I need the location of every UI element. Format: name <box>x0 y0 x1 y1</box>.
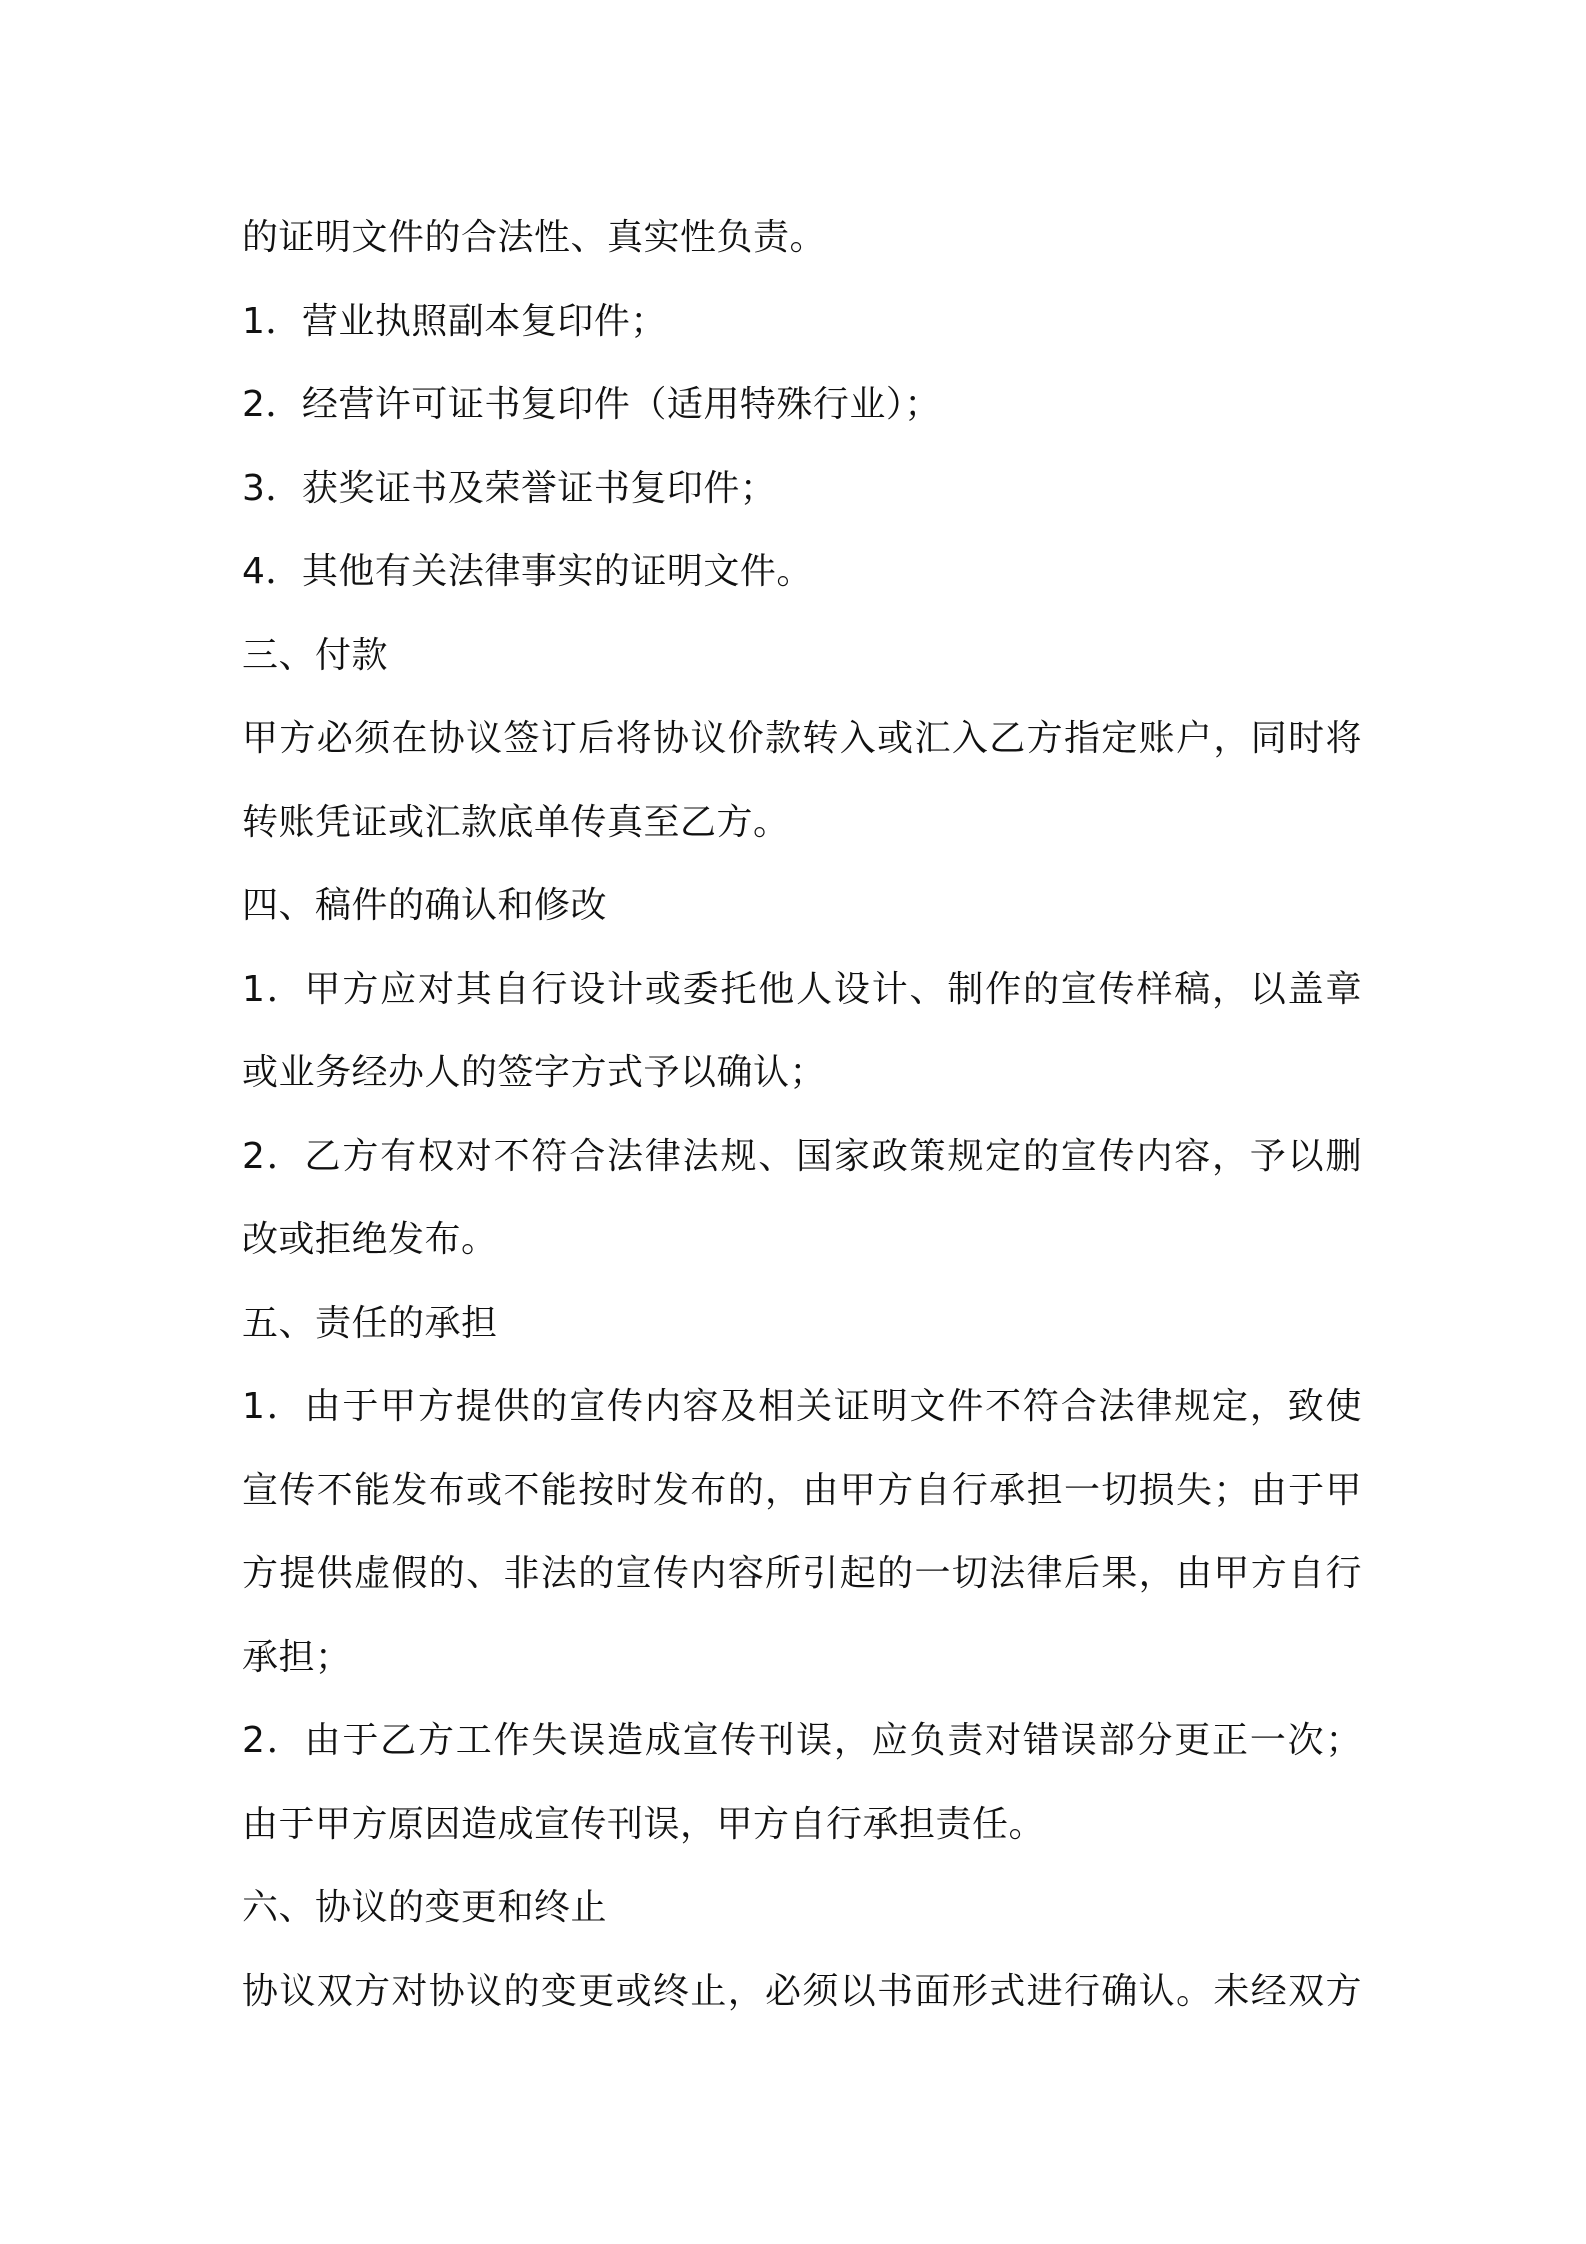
document-line: 宣传不能发布或不能按时发布的，由甲方自行承担一切损失；由于甲 <box>242 1469 1362 1511</box>
document-line: 五、责任的承担 <box>242 1302 498 1344</box>
document-line: 转账凭证或汇款底单传真至乙方。 <box>242 801 790 843</box>
document-line: 1．甲方应对其自行设计或委托他人设计、制作的宣传样稿，以盖章 <box>242 968 1362 1010</box>
document-line: 2．经营许可证书复印件（适用特殊行业）； <box>242 384 941 425</box>
document-line: 2．由于乙方工作失误造成宣传刊误，应负责对错误部分更正一次； <box>242 1720 1362 1761</box>
document-line: 的证明文件的合法性、真实性负责。 <box>242 217 827 258</box>
document-line: 承担； <box>242 1636 352 1678</box>
document-line: 1．营业执照副本复印件； <box>242 300 667 342</box>
document-line: 4．其他有关法律事实的证明文件。 <box>242 551 813 592</box>
document-line: 协议双方对协议的变更或终止，必须以书面形式进行确认。未经双方 <box>242 1970 1362 2012</box>
document-line: 四、稿件的确认和修改 <box>242 885 608 926</box>
document-line: 甲方必须在协议签订后将协议价款转入或汇入乙方指定账户，同时将 <box>242 718 1362 759</box>
document-line: 三、付款 <box>242 634 389 676</box>
document-line: 3．获奖证书及荣誉证书复印件； <box>242 467 777 509</box>
document-line: 六、协议的变更和终止 <box>242 1887 608 1928</box>
document-line: 或业务经办人的签字方式予以确认； <box>242 1052 827 1093</box>
document-body <box>242 196 1362 2033</box>
document-line: 改或拒绝发布。 <box>242 1219 498 1260</box>
document-line: 方提供虚假的、非法的宣传内容所引起的一切法律后果，由甲方自行 <box>242 1553 1362 1594</box>
document-line: 由于甲方原因造成宣传刊误，甲方自行承担责任。 <box>242 1803 1046 1845</box>
document-line: 1．由于甲方提供的宣传内容及相关证明文件不符合法律规定，致使 <box>242 1386 1362 1427</box>
document-line: 2．乙方有权对不符合法律法规、国家政策规定的宣传内容，予以删 <box>242 1135 1362 1177</box>
